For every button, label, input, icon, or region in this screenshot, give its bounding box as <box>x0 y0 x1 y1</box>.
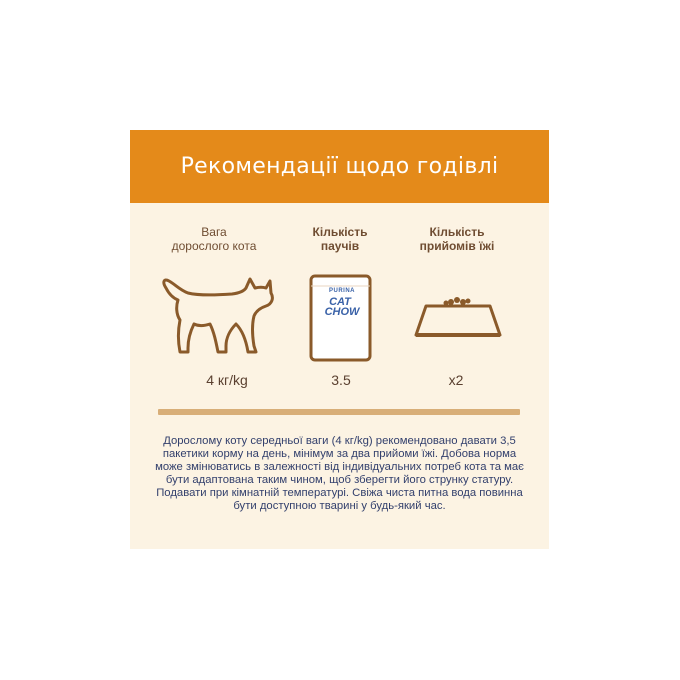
pouch-brand-line1: CAT <box>329 296 351 308</box>
meals-label <box>392 225 522 253</box>
pouch-count-label-text: Кількість паучів <box>312 225 368 253</box>
pouch-count-value: 3.5 <box>331 372 351 388</box>
feeding-recommendations-card <box>130 130 549 549</box>
food-bowl-icon <box>412 294 504 340</box>
page-title: Рекомендації щодо годівлі <box>180 154 499 179</box>
pouch-brand-line2: CHOW <box>324 306 360 318</box>
pouch-brand-top: PURINA <box>328 288 355 294</box>
header-banner <box>130 130 549 203</box>
weight-label-text: Вага дорослого кота <box>171 225 257 253</box>
meals-value: x2 <box>448 372 464 388</box>
divider-rule <box>158 409 520 415</box>
cat-chow-pouch-icon <box>308 273 374 363</box>
meals-label-text: Кількість прийомів їжі <box>419 225 495 253</box>
cat-silhouette-icon <box>160 276 275 356</box>
weight-label <box>149 225 279 253</box>
feeding-description: Дорослому коту середньої ваги (4 кг/kg) рекомендовано давати 3,5 пакетики корму на день, мінімум за два прийоми їжі. Добова норма може змінюватись в залежності від індивідуальних потреб кота та має бути адаптована таким чином, щоб зберегти його струнку статуру. Подавати при кімнатній температурі. Свіжа чиста питна вода повинна бути доступною тварині у будь-який час. <box>155 435 524 512</box>
pouch-count-label <box>275 225 405 253</box>
weight-value: 4 кг/kg <box>206 372 248 388</box>
